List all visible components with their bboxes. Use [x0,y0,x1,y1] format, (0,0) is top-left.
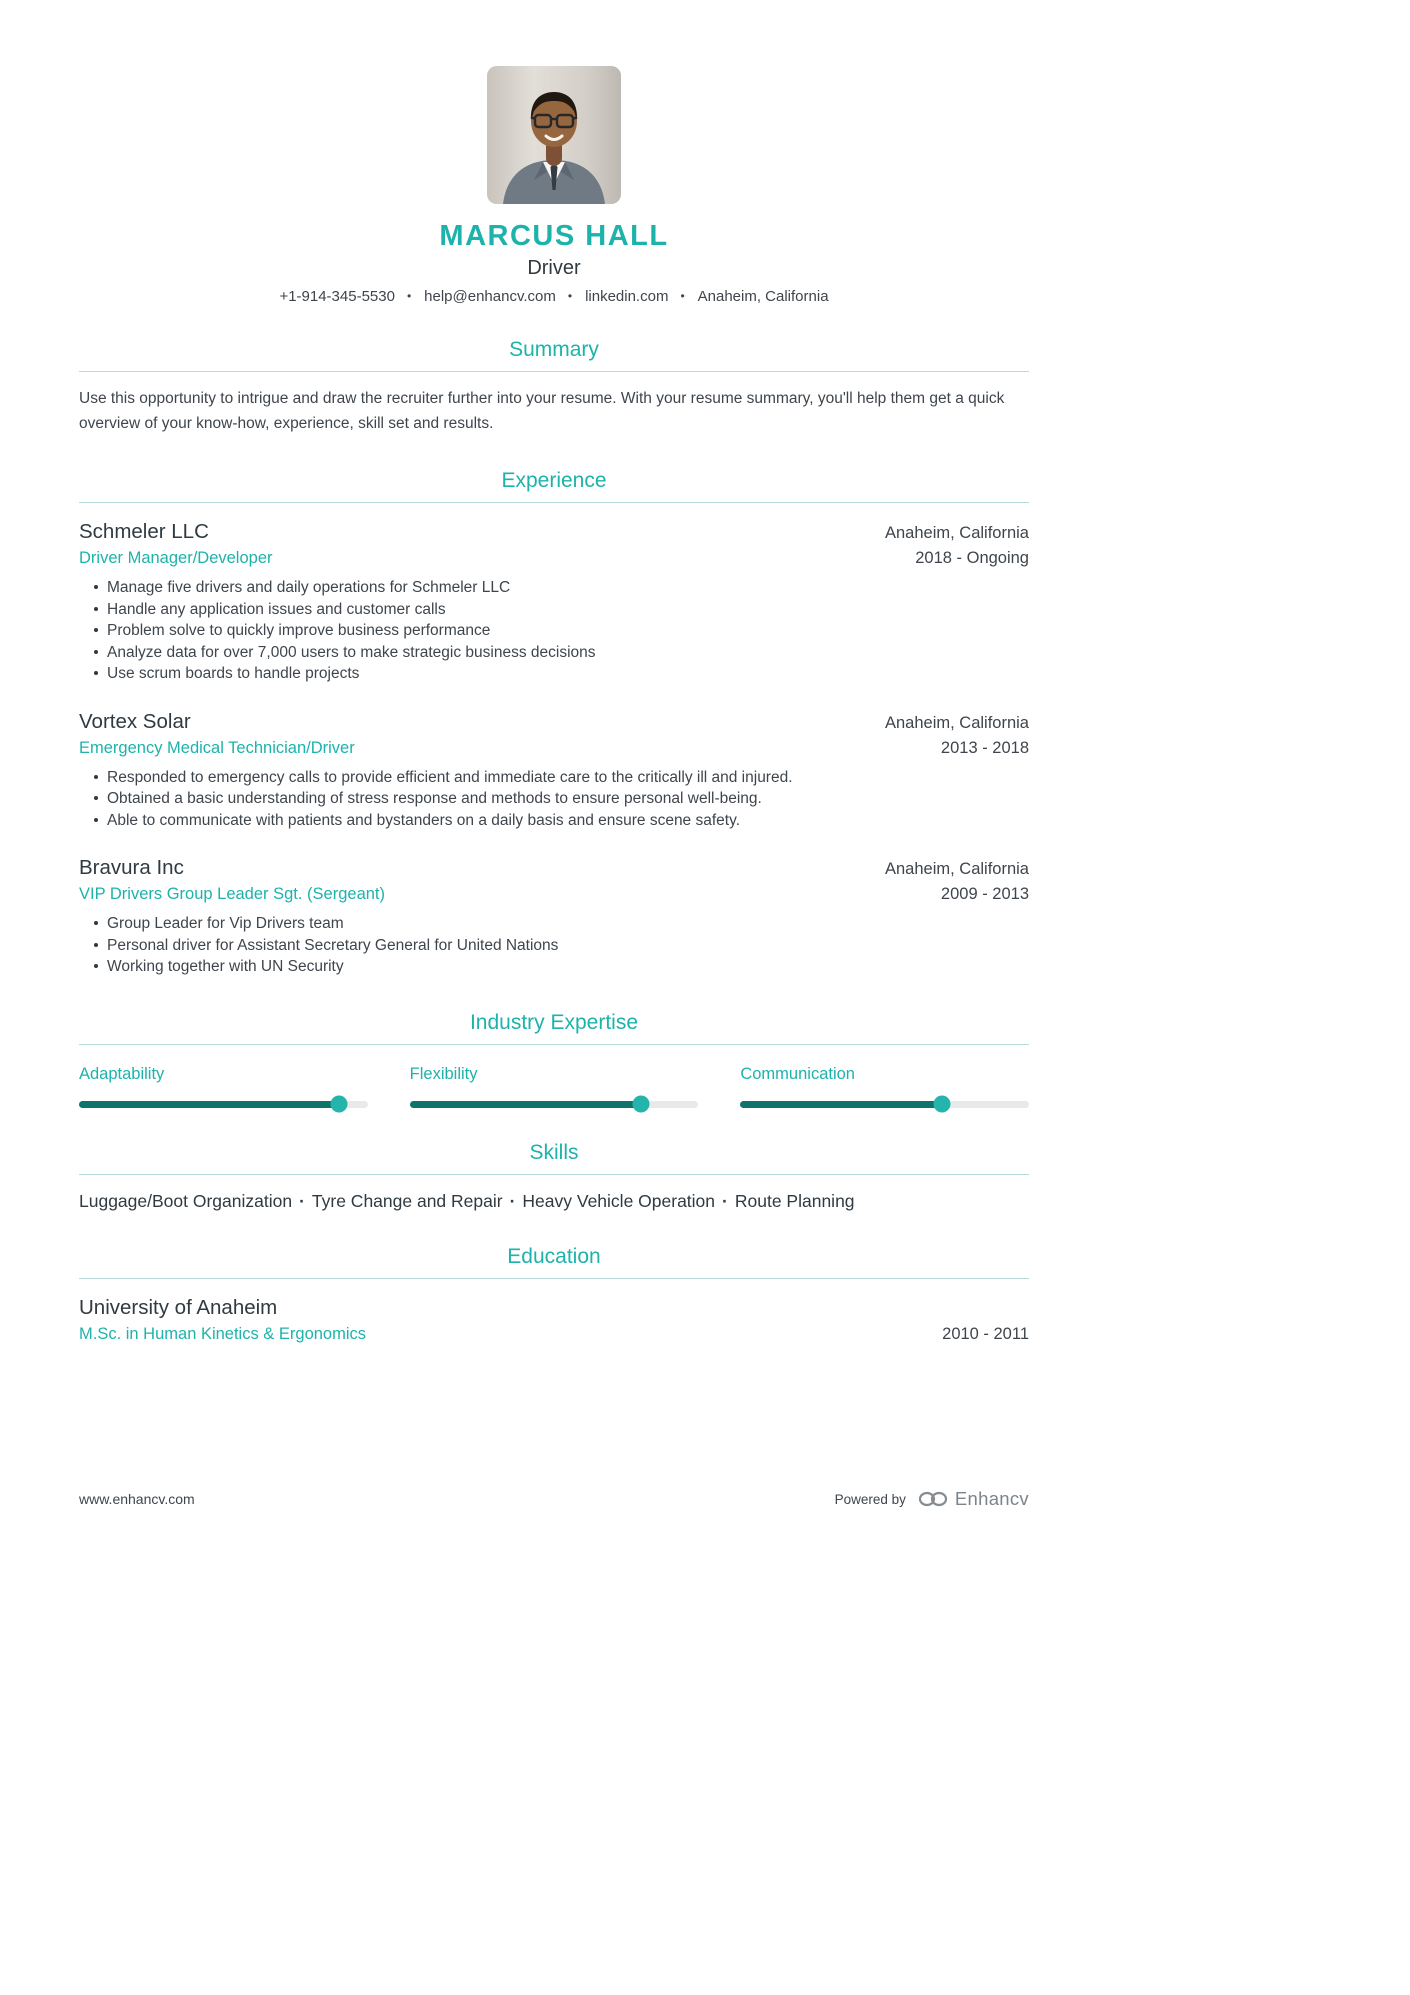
enhancv-logo [918,1488,1029,1510]
contact-linkedin[interactable]: • linkedin.com [556,288,669,305]
contact-row [79,288,1029,305]
profile-photo [487,66,621,204]
company-name: Bravura Inc [79,856,184,879]
page-footer [79,1488,1029,1510]
skills-heading: Skills [529,1140,579,1164]
job-subheader-row [79,885,1029,904]
summary-divider [79,371,1029,372]
job-bullet: Problem solve to quickly improve business performance [79,620,1029,642]
expertise-label: Communication [740,1064,855,1083]
job-dates: 2013 - 2018 [940,738,1029,757]
skill-item: · Route Planning [715,1191,855,1211]
enhancv-brand-name: Enhancv [954,1488,1029,1509]
degree-name: M.Sc. in Human Kinetics & Ergonomics [79,1324,367,1343]
job-role: VIP Drivers Group Leader Sgt. (Sergeant) [79,885,386,903]
industry-expertise-divider [79,1044,1029,1045]
job-subheader-row [79,549,1029,568]
job-location: Anaheim, California [885,524,1029,542]
industry-expertise-heading: Industry Expertise [469,1010,639,1034]
skills-line [79,1191,1029,1212]
company-name: Vortex Solar [79,709,191,733]
slider-fill [410,1101,641,1108]
job-role: Emergency Medical Technician/Driver [79,738,355,757]
contact-email[interactable]: • help@enhancv.com [395,288,556,305]
job-bullet: Able to communicate with patients and bystanders on a daily basis and ensure scene safety. [79,810,1029,832]
contact-phone: +1-914-345-5530 [279,288,395,305]
company-name: Schmeler LLC [79,520,209,543]
education-section [79,1245,1029,1344]
industry-expertise-section [79,1011,1029,1108]
powered-by [835,1488,1029,1510]
job-header-row [79,856,1029,880]
resume-header [79,66,1029,305]
job-bullets [79,577,1029,685]
expertise-item-adaptability [79,1065,368,1108]
summary-text: Use this opportunity to intrigue and draw the recruiter further into your resume. With your resume summary, you'll help them get a quick overview of your know-how, experience, skill set and results. [79,390,1005,432]
contact-location: • Anaheim, California [668,288,828,305]
job-bullets [79,913,1029,978]
job-header-row [79,710,1029,734]
education-header-row [79,1296,1029,1320]
education-heading: Education [507,1244,601,1268]
website-link[interactable]: www.enhancv.com [79,1491,195,1507]
resume-page [79,0,1029,1344]
slider-handle [330,1096,347,1113]
experience-heading: Experience [501,469,607,492]
experience-divider [79,502,1029,503]
job-subheader-row [79,739,1029,758]
expertise-grid [79,1065,1029,1108]
education-dates: 2010 - 2011 [942,1324,1029,1343]
candidate-title: Driver [527,257,581,279]
job-bullet: Handle any application issues and customer calls [79,599,1029,621]
expertise-slider [740,1101,1029,1108]
powered-by-label: Powered by [834,1491,906,1507]
expertise-label: Adaptability [79,1064,165,1083]
slider-fill [79,1101,339,1108]
candidate-name: MARCUS HALL [439,220,669,252]
slider-handle [934,1096,951,1113]
job-location: Anaheim, California [885,713,1029,732]
slider-fill [740,1101,942,1108]
skills-divider [79,1174,1029,1175]
skills-section [79,1141,1029,1212]
expertise-label: Flexibility [409,1064,478,1083]
job-dates: 2009 - 2013 [940,885,1029,903]
job-bullet: Manage five drivers and daily operations for Schmeler LLC [79,577,1029,599]
expertise-slider [79,1101,368,1108]
job-bullet: Personal driver for Assistant Secretary General for United Nations [79,935,1029,957]
job-entry-bravura [79,856,1029,978]
summary-section [79,338,1029,436]
skill-item: Luggage/Boot Organization [79,1190,293,1211]
enhancv-logo-icon [918,1491,948,1507]
job-header-row [79,520,1029,544]
summary-heading: Summary [509,338,599,361]
job-bullet: Analyze data for over 7,000 users to make strategic business decisions [79,642,1029,664]
job-location: Anaheim, California [885,860,1029,878]
profile-photo-illustration [487,66,621,204]
job-bullet: Use scrum boards to handle projects [79,663,1029,685]
job-bullet: Working together with UN Security [79,956,1029,978]
expertise-slider [410,1101,699,1108]
job-entry-vortex [79,710,1029,832]
job-dates: 2018 - Ongoing [915,549,1029,567]
job-bullet: Responded to emergency calls to provide efficient and immediate care to the critically ill and injured. [79,767,1029,789]
skill-item: · Tyre Change and Repair [292,1191,503,1211]
job-role: Driver Manager/Developer [79,549,273,567]
job-bullets [79,767,1029,832]
skill-item: · Heavy Vehicle Operation [503,1191,715,1211]
job-bullet: Obtained a basic understanding of stress response and methods to ensure personal well-being. [79,788,1029,810]
expertise-item-communication [740,1065,1029,1108]
education-subheader-row [79,1325,1029,1344]
job-bullet: Group Leader for Vip Drivers team [79,913,1029,935]
expertise-item-flexibility [410,1065,699,1108]
school-name: University of Anaheim [79,1295,278,1319]
education-entry [79,1296,1029,1344]
education-divider [79,1278,1029,1279]
slider-handle [632,1096,649,1113]
experience-section [79,469,1029,978]
job-entry-schmeler [79,520,1029,685]
